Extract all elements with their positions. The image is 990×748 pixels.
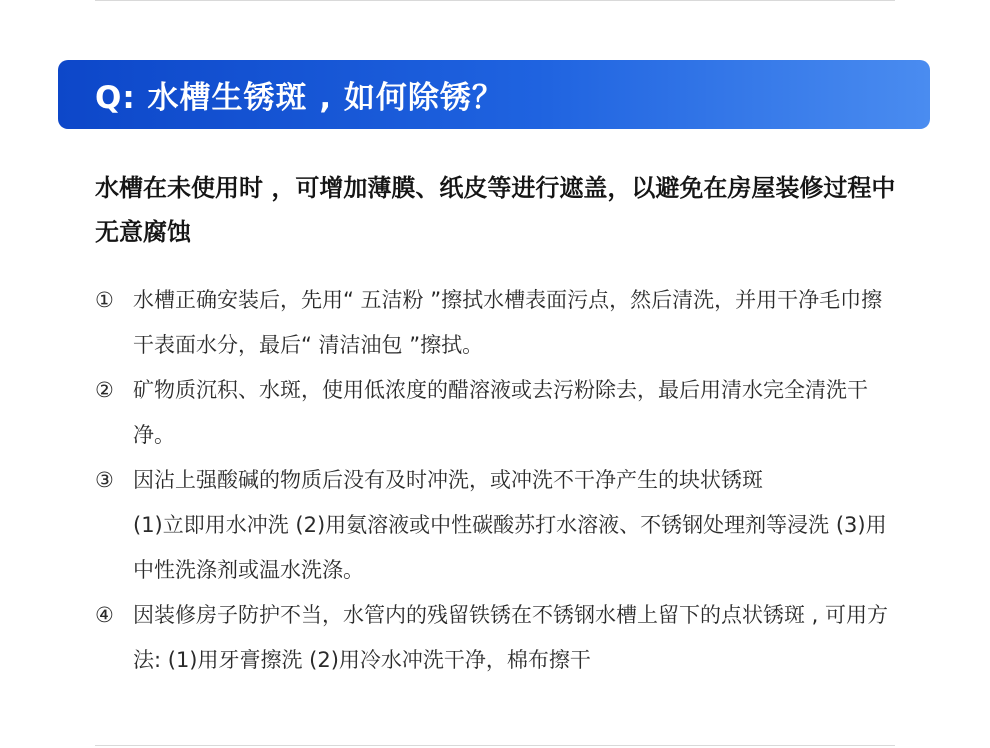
step-text: 水槽正确安装后，先用“ 五洁粉 ”擦拭水槽表面污点，然后清洗，并用干净毛巾擦干表面水分，最后“ 清洁油包 ”擦拭。 <box>133 288 883 357</box>
step-text: 因装修房子防护不当，水管内的残留铁锈在不锈钢水槽上留下的点状锈斑 , 可用方法: (1)用牙膏擦洗 (2)用冷水冲洗干净，棉布擦干 <box>133 603 889 672</box>
step-text: 矿物质沉积、水斑，使用低浓度的醋溶液或去污粉除去，最后用清水完全清洗干净。 <box>133 378 868 447</box>
step-item <box>95 368 900 458</box>
step-number: ④ <box>95 603 114 627</box>
step-number: ③ <box>95 468 114 492</box>
step-item <box>95 278 900 368</box>
question-title: Q: 水槽生锈斑 , 如何除锈？ <box>95 80 504 116</box>
step-item <box>95 458 900 593</box>
top-divider <box>95 0 895 1</box>
bottom-divider <box>95 745 895 746</box>
step-number: ② <box>95 378 114 402</box>
intro-text: 水槽在未使用时 ，可增加薄膜、纸皮等进行遮盖，以避免在房屋装修过程中无意腐蚀 <box>95 174 896 246</box>
step-item <box>95 593 900 683</box>
question-banner <box>58 60 930 129</box>
steps-list <box>95 278 900 683</box>
step-text: 因沾上强酸碱的物质后没有及时冲洗，或冲洗不干净产生的块状锈斑 (1)立即用水冲洗 (2)用氨溶液或中性碳酸苏打水溶液、不锈钢处理剂等浸洗 (3)用中性洗涤剂或温水洗涤。 <box>133 468 887 582</box>
step-number: ① <box>95 288 114 312</box>
